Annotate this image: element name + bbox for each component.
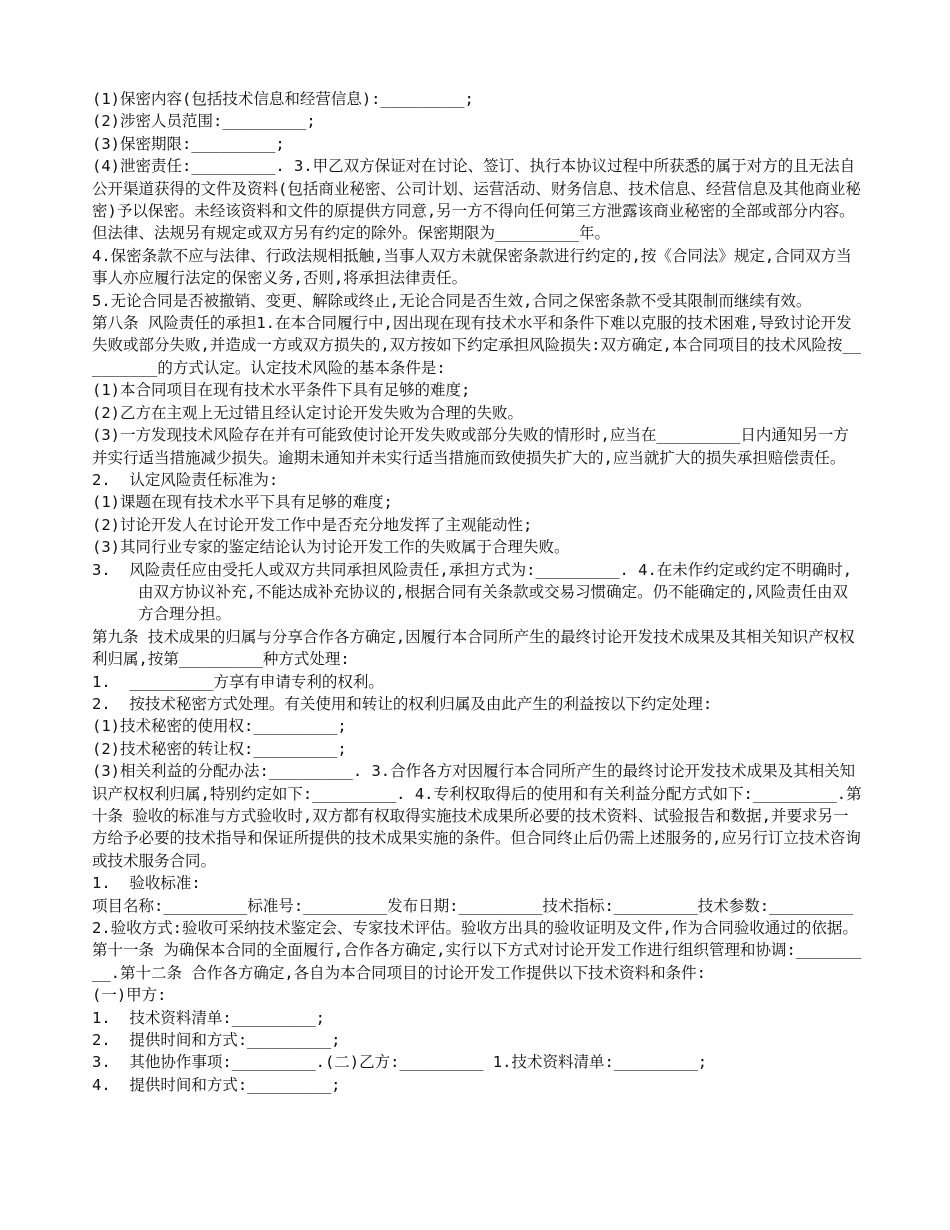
paragraph-document-list: 1. 技术资料清单:_________; — [92, 1008, 325, 1027]
paragraph-trade-secret: 2. 按技术秘密方式处理。有关使用和转让的权利归属及由此产生的利益按以下约定处理: — [92, 694, 713, 713]
paragraph-party-a: (一)甲方: — [92, 986, 167, 1005]
paragraph-risk-condition-1: (1)本合同项目在现有技术水平条件下具有足够的难度; — [92, 381, 471, 400]
paragraph-confidentiality-law: 4.保密条款不应与法律、行政法规相抵触,当事人双方未就保密条款进行约定的,按《合同法》规定,合同双方当事人亦应履行法定的保密义务,否则,将承担法律责任。 — [92, 246, 852, 288]
paragraph-standard-2: (2)讨论开发人在讨论开发工作中是否充分地发挥了主观能动性; — [92, 515, 533, 534]
paragraph-risk-standard: 2. 认定风险责任标准为: — [92, 470, 279, 489]
paragraph-provision-time: 2. 提供时间和方式:_________; — [92, 1031, 341, 1050]
paragraph-risk-condition-2: (2)乙方在主观上无过错且经认定讨论开发失败为合理的失败。 — [92, 403, 523, 422]
paragraph-leak-liability: (4)泄密责任:_________. 3.甲乙双方保证对在讨论、签订、执行本协议过程中所获悉的属于对方的且无法自公开渠道获得的文件及资料(包括商业秘密、公司计划、运营活动、财务信息、技术信息、经营信息及其他商业秘密)予以保密。未经该资料和文件的原提供方同意,另一方不得向任何第三方泄露该商业秘密的全部或部分内容。但法律、法规另有规定或双方另有约定的除外。保密期限为_________年。 — [92, 157, 861, 243]
paragraph-patent-right: 1. _________方享有申请专利的权利。 — [92, 672, 384, 691]
paragraph-provision-time-b: 4. 提供时间和方式:_________; — [92, 1075, 341, 1094]
paragraph-confidentiality-survival: 5.无论合同是否被撤销、变更、解除或终止,无论合同是否生效,合同之保密条款不受其限制而继续有效。 — [92, 291, 812, 310]
paragraph-secret-transfer: (2)技术秘密的转让权:_________; — [92, 739, 347, 758]
paragraph-standard-3: (3)其同行业专家的鉴定结论认为讨论开发工作的失败属于合理失败。 — [92, 538, 570, 557]
paragraph-risk-bearing: 3. 风险责任应由受托人或双方共同承担风险责任,承担方式为:_________. 4.在未作约定或约定不明确时,由双方协议补充,不能达成补充协议的,根据合同有关条款或交易习惯确定。仍不能确定的,风险责任由双方合理分担。 — [92, 560, 853, 624]
paragraph-confidential-content: (1)保密内容(包括技术信息和经营信息):_________; — [92, 90, 474, 108]
paragraph-personnel-scope: (2)涉密人员范围:_________; — [92, 112, 316, 131]
paragraph-article-9: 第九条 技术成果的归属与分享合作各方确定,因履行本合同所产生的最终讨论开发技术成果及其相关知识产权权利归属,按第_________种方式处理: — [92, 627, 855, 669]
paragraph-article-11: 第十一条 为确保本合同的全面履行,合作各方确定,实行以下方式对讨论开发工作进行组织管理和协调:_________.第十二条 合作各方确定,各自为本合同项目的讨论开发工作提供以下技术资料和条件: — [92, 941, 862, 982]
paragraph-other-matters: 3. 其他协作事项:_________.(二)乙方:_________ 1.技术资料清单:_________; — [92, 1053, 708, 1072]
paragraph-project-fields: 项目名称:_________标准号:_________发布日期:_________技术指标:_________技术参数:_________ 2.验收方式:验收可采纳技术鉴定会、专家技术评估。验收方出具的验收证明及文件,作为合同验收通过的依据。 — [92, 896, 863, 938]
paragraph-article-8: 第八条 风险责任的承担1.在本合同履行中,因出现在现有技术水平和条件下难以克服的技术困难,导致讨论开发失败或部分失败,并造成一方或双方损失的,双方按如下约定承担风险损失:双方确定,本合同项目的技术风险按_________的方式认定。认定技术风险的基本条件是: — [92, 314, 861, 377]
paragraph-acceptance-standard: 1. 验收标准: — [92, 874, 201, 893]
paragraph-confidential-period: (3)保密期限:_________; — [92, 134, 285, 153]
paragraph-standard-1: (1)课题在现有技术水平下具有足够的难度; — [92, 493, 393, 512]
paragraph-article-10: (3)相关利益的分配办法:_________. 3.合作各方对因履行本合同所产生的最终讨论开发技术成果及其相关知识产权权利归属,特别约定如下:_________. 4.专利权取得后的使用和有关利益分配方式如下:_________.第十条 验收的标准与方式验收时,双方都有权取得实施技术成果所必要的技术资料、试验报告和数据,并要求另一方给予必要的技术指导和保证所提供的技术成果实施的条件。但合同终止后仍需上述服务的,应另行订立技术咨询或技术服务合同。 — [92, 762, 862, 870]
contract-page — [92, 88, 862, 1096]
paragraph-secret-use: (1)技术秘密的使用权:_________; — [92, 717, 347, 736]
paragraph-risk-condition-3: (3)一方发现技术风险存在并有可能致使讨论开发失败或部分失败的情形时,应当在_________日内通知另一方并实行适当措施减少损失。逾期未通知并未实行适当措施而致使损失扩大的,应当就扩大的损失承担赔偿责任。 — [92, 426, 849, 467]
